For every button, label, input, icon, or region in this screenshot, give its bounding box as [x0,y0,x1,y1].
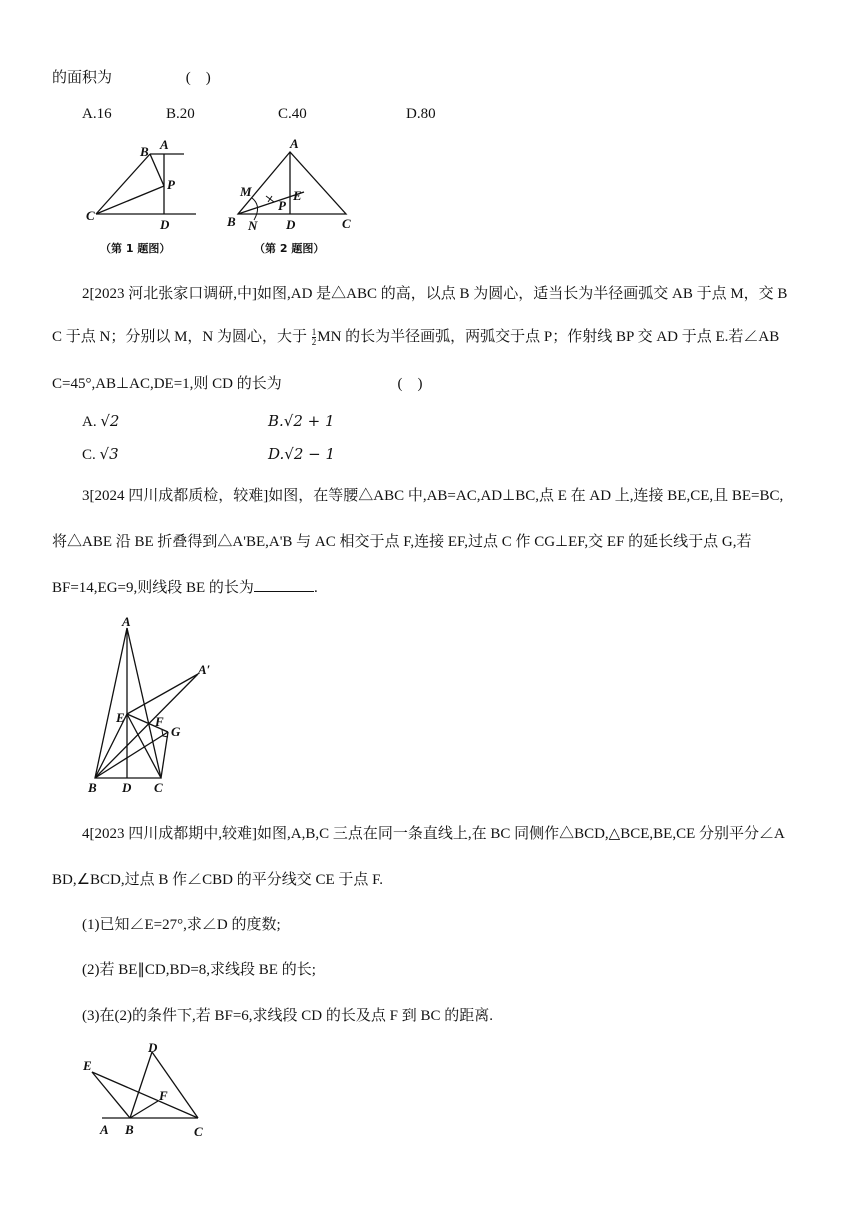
q2-stem-line2a: C 于点 N；分别以 M，N 为圆心，大于 [52,329,308,345]
fig2-label-D: D [286,217,296,232]
q4-sub-question-2: (2)若 BE∥CD,BD=8,求线段 BE 的长; [82,962,316,978]
q2-option-a [82,412,119,431]
q4-stem-line2: BD,∠BCD,过点 B 作∠CBD 的平分线交 CE 于点 F. [52,872,384,888]
q1-stem-text: 的面积为 [52,70,113,86]
q2-frac-den: 2 [311,337,317,348]
fig2-label-A: A [290,136,299,151]
fig4-label-E: E [83,1058,92,1073]
q2-frac-num: 1 [311,327,317,338]
fig1-caption: （第 1 题图） [100,242,171,255]
fig1-label-C: C [86,208,95,223]
figure-1-diagram [84,136,204,260]
q2-stem-line3 [52,372,423,393]
q1-option-d: D.80 [406,106,436,122]
fig3-label-B: B [88,780,97,795]
q3-stem-line2: 将△ABE 沿 BE 折叠得到△A'BE,A'B 与 AC 相交于点 F,连接 EF,过点 C 作 CG⊥EF,交 EF 的延长线于点 G,若 [52,534,752,550]
q4-stem-line1: 4[2023 四川成都期中,较难]如图,A,B,C 三点在同一条直线上,在 BC 同侧作△BCD,△BCE,BE,CE 分别平分∠A [82,826,785,842]
q2-option-b: B.√2 + 1 [268,412,335,430]
figure-2-diagram [224,136,364,260]
q2-answer-paren: ( ) [397,376,423,392]
q2-option-c-label: C. [82,447,96,463]
fig4-label-D: D [148,1040,158,1055]
q2-stem-line1: 2[2023 河北张家口调研,中]如图,AD 是△ABC 的高，以点 B 为圆心，适当长为半径画弧交 AB 于点 M，交 B [82,286,788,302]
q3-stem-line1: 3[2024 四川成都质检，较难]如图，在等腰△ABC 中,AB=AC,AD⊥BC,点 E 在 AD 上,连接 BE,CE,且 BE=BC, [82,488,784,504]
fig2-label-M: M [240,184,252,199]
fig2-label-E: E [293,188,302,203]
fig4-label-C: C [194,1124,203,1139]
q2-stem-line2b: MN 的长为半径画弧，两弧交于点 P；作射线 BP 交 AD 于点 E.若∠AB [317,329,780,345]
q2-option-c [82,445,119,464]
fig2-label-C: C [342,216,351,231]
q1-stem [52,66,211,87]
fig1-label-B: B [140,144,149,159]
q1-answer-paren: ( ) [185,70,211,86]
fig4-label-F: F [159,1088,168,1103]
q2-fraction [312,328,317,347]
fig4-label-A: A [100,1122,109,1137]
fig2-caption: （第 2 题图） [254,242,325,255]
fig1-label-A: A [160,137,169,152]
fig3-label-G: G [171,724,181,739]
fig3-label-E: E [116,710,125,725]
q1-option-b: B.20 [166,106,195,122]
fig1-label-D: D [160,217,170,232]
q3-stem-line3-end: . [313,580,318,596]
q2-option-c-value: √3 [99,445,119,463]
q2-option-d: D.√2 − 1 [268,445,336,463]
fig3-label-C: C [154,780,163,795]
q2-stem-line2 [52,325,779,347]
fig2-label-B: B [227,214,236,229]
figure-4-diagram [80,1040,220,1144]
q3-stem-line3-text: BF=14,EG=9,则线段 BE 的长为 [52,580,254,596]
q3-answer-blank [254,577,314,592]
q4-sub-question-3: (3)在(2)的条件下,若 BF=6,求线段 CD 的长及点 F 到 BC 的距离. [82,1008,493,1024]
q2-stem-line3-text: C=45°,AB⊥AC,DE=1,则 CD 的长为 [52,376,282,392]
fig3-label-D: D [122,780,132,795]
fig3-label-A: A [122,614,131,629]
q4-sub-question-1: (1)已知∠E=27°,求∠D 的度数; [82,917,281,933]
q1-option-a: A.16 [82,106,112,122]
fig1-label-P: P [167,177,175,192]
fig2-label-N: N [248,218,258,233]
q2-option-a-label: A. [82,414,97,430]
fig3-label-A-prime: A′ [198,662,211,677]
q2-option-a-value: √2 [100,412,120,430]
q1-option-c: C.40 [278,106,307,122]
fig4-label-B: B [125,1122,134,1137]
q3-stem-line3 [52,576,318,597]
fig3-label-F: F [155,714,164,729]
figure-3-diagram [82,612,222,798]
fig2-label-P: P [278,198,286,213]
